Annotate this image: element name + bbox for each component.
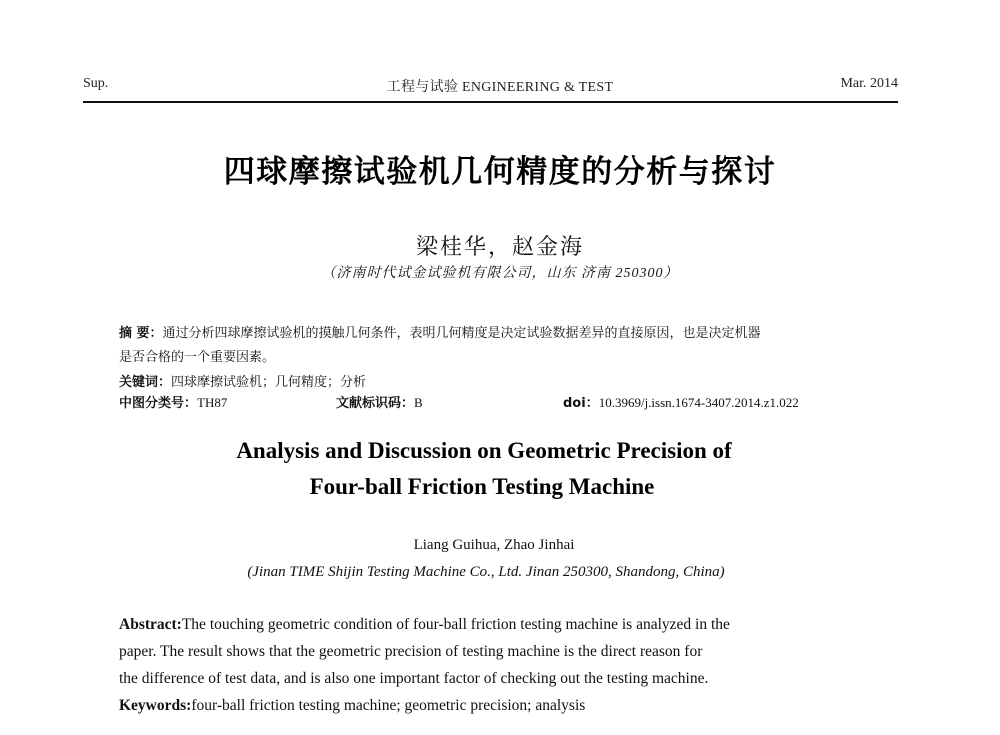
doi-label: doi： xyxy=(563,396,599,411)
chinese-keywords-label: 关键词： xyxy=(119,375,172,390)
english-abstract-line-2: paper. The result shows that the geometric precision of testing machine is the direct reason for xyxy=(119,643,703,660)
chinese-abstract xyxy=(119,322,761,341)
doi-value: 10.3969/j.issn.1674-3407.2014.z1.022 xyxy=(598,395,799,410)
chinese-affiliation: （济南时代试金试验机有限公司，山东 济南 250300） xyxy=(321,266,679,281)
doi xyxy=(563,392,799,411)
header-journal-name: 工程与试验 ENGINEERING & TEST xyxy=(386,80,614,95)
classification-row xyxy=(119,392,879,412)
header-rule xyxy=(83,101,898,103)
chinese-abstract-line-1: 通过分析四球摩擦试验机的摸触几何条件，表明几何精度是决定试验数据差异的直接原因，也是决定机器 xyxy=(162,325,761,340)
document-code-value: B xyxy=(414,395,423,410)
chinese-abstract-label: 摘 要： xyxy=(119,326,163,341)
english-title-line-1: Analysis and Discussion on Geometric Precision of xyxy=(236,438,732,463)
english-abstract-line-1: The touching geometric condition of four-ball friction testing machine is analyzed in the xyxy=(181,616,730,633)
english-title-line-2: Four-ball Friction Testing Machine xyxy=(309,474,655,499)
chinese-title: 四球摩擦试验机几何精度的分析与探讨 xyxy=(223,154,777,190)
chinese-keywords-text: 四球摩擦试验机；几何精度；分析 xyxy=(171,374,367,389)
clc-label: 中图分类号： xyxy=(119,396,198,411)
english-keywords xyxy=(119,697,585,715)
english-abstract-line-3: the difference of test data, and is also one important factor of checking out the testing machine. xyxy=(119,670,709,687)
header-date: Mar. 2014 xyxy=(840,76,898,91)
english-authors: Liang Guihua, Zhao Jinhai xyxy=(413,537,575,553)
english-keywords-text: four-ball friction testing machine; geometric precision; analysis xyxy=(191,697,586,714)
english-affiliation: (Jinan TIME Shijin Testing Machine Co., Ltd. Jinan 250300, Shandong, China) xyxy=(247,564,725,580)
document-code-label: 文献标识码： xyxy=(336,396,415,411)
document-code xyxy=(336,392,423,411)
english-keywords-label: Keywords: xyxy=(119,697,192,714)
chinese-authors: 梁桂华，赵金海 xyxy=(415,234,584,259)
chinese-keywords xyxy=(119,371,366,390)
header-section-label: Sup. xyxy=(83,76,109,91)
english-abstract xyxy=(119,616,730,634)
clc-number xyxy=(119,392,227,411)
clc-value: TH87 xyxy=(197,395,228,410)
english-abstract-label: Abstract: xyxy=(119,616,182,633)
chinese-abstract-line-2: 是否合格的一个重要因素。 xyxy=(119,349,276,364)
